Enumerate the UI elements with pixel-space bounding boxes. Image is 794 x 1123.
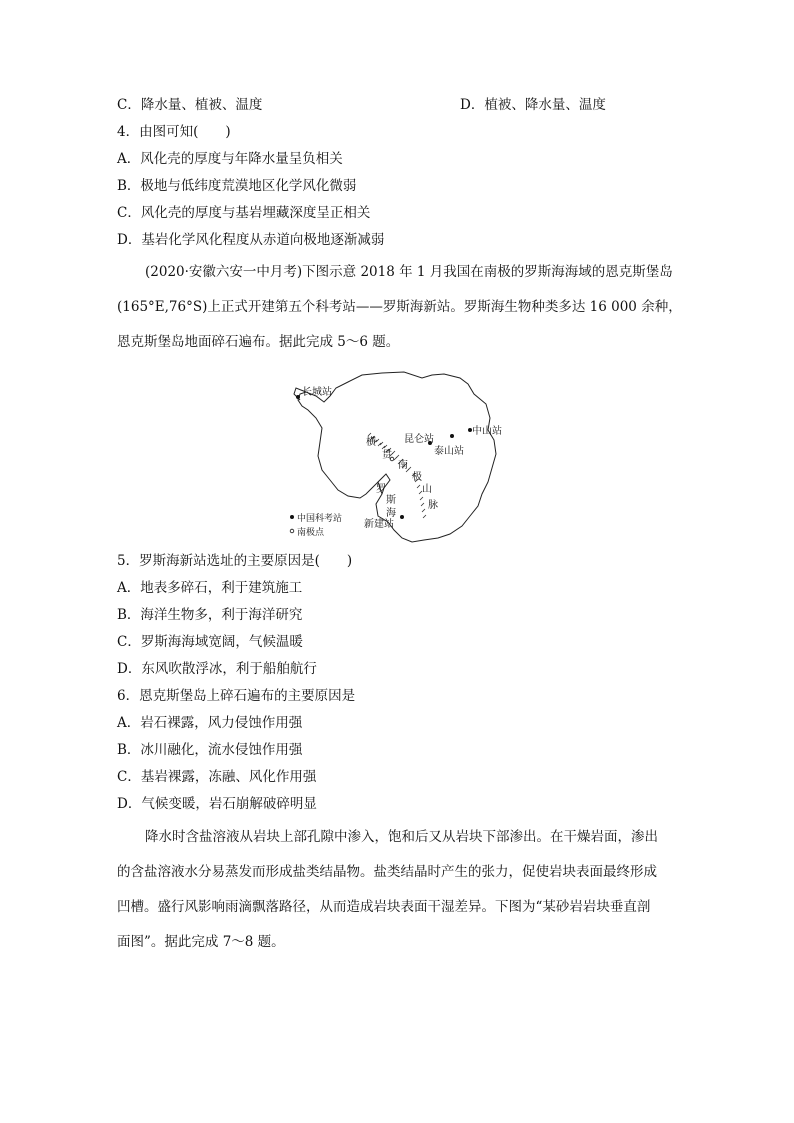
legend-pole-label: 南极点	[297, 528, 325, 538]
intro1-line2: (165°E,76°S)上正式开建第五个科考站——罗斯海新站。罗斯海生物种类多达 16 000 余种，	[117, 299, 682, 315]
q4-option-a: A．风化壳的厚度与年降水量呈负相关	[117, 151, 343, 167]
antarctica-map-figure	[282, 370, 514, 550]
intro1-line1: (2020·安徽六安一中月考)下图示意 2018 年 1 月我国在南极的罗斯海海域的恩克斯堡岛	[145, 264, 673, 280]
q4-option-c: C．风化壳的厚度与基岩埋藏深度呈正相关	[117, 205, 371, 221]
xinjian-station-dot	[400, 515, 404, 519]
changcheng-station-dot	[296, 395, 300, 399]
intro2-line1: 降水时含盐溶液从岩块上部孔隙中渗入，饱和后又从岩块下部渗出。在干燥岩面，渗出	[145, 829, 658, 845]
legend-pole-icon	[290, 529, 294, 533]
q5-option-b: B．海洋生物多，利于海洋研究	[117, 607, 303, 623]
label-si: 斯	[386, 495, 396, 506]
label-luo: 罗	[376, 484, 386, 495]
q3-options-row	[117, 96, 606, 114]
label-hai: 海	[386, 508, 396, 519]
q6-option-a: A．岩石裸露，风力侵蚀作用强	[117, 715, 303, 731]
label-mai: 脉	[428, 500, 438, 511]
label-zhongshan: 中山站	[472, 426, 502, 437]
q3-option-c: C．降水量、植被、温度	[117, 97, 263, 113]
label-ji: 极	[412, 472, 422, 483]
label-taishan: 泰山站	[434, 446, 464, 457]
label-changcheng: 长城站	[302, 387, 332, 398]
label-heng: 横	[366, 437, 376, 448]
q4-option-b: B．极地与低纬度荒漠地区化学风化微弱	[117, 178, 357, 194]
legend-station-label: 中国科考站	[297, 514, 343, 524]
q5-option-c: C．罗斯海海域宽阔，气候温暖	[117, 634, 303, 650]
q6-option-c: C．基岩裸露，冻融、风化作用强	[117, 769, 317, 785]
q3-option-d: D．植被、降水量、温度	[460, 97, 606, 113]
q4-stem: 4．由图可知( )	[117, 124, 231, 140]
label-kunlun: 昆仑站	[404, 434, 434, 445]
intro2-line3: 凹槽。盛行风影响雨滴飘落路径，从而造成岩块表面干湿差异。下图为“某砂岩岩块垂直剖	[117, 899, 651, 915]
q5-stem: 5．罗斯海新站选址的主要原因是( )	[117, 553, 353, 569]
intro1-line3: 恩克斯堡岛地面碎石遍布。据此完成 5～6 题。	[117, 334, 400, 350]
label-xinjian: 新建站	[364, 519, 394, 530]
legend-station-icon	[290, 515, 294, 519]
taishan-station-dot	[450, 434, 454, 438]
label-nan: 南	[398, 460, 408, 471]
q4-option-d: D．基岩化学风化程度从赤道向极地逐渐减弱	[117, 232, 385, 248]
intro2-line2: 的含盐溶液水分易蒸发而形成盐类结晶物。盐类结晶时产生的张力，促使岩块表面最终形成	[117, 864, 657, 880]
q5-option-d: D．东风吹散浮冰，利于船舶航行	[117, 661, 317, 677]
q6-stem: 6．恩克斯堡岛上碎石遍布的主要原因是	[117, 688, 356, 704]
intro2-line4: 面图”。据此完成 7～8 题。	[117, 934, 285, 950]
label-guan: 贯	[382, 450, 392, 461]
q6-option-d: D．气候变暖，岩石崩解破碎明显	[117, 796, 317, 812]
q5-option-a: A．地表多碎石，利于建筑施工	[117, 580, 303, 596]
q6-option-b: B．冰川融化，流水侵蚀作用强	[117, 742, 303, 758]
label-shan: 山	[422, 484, 432, 495]
